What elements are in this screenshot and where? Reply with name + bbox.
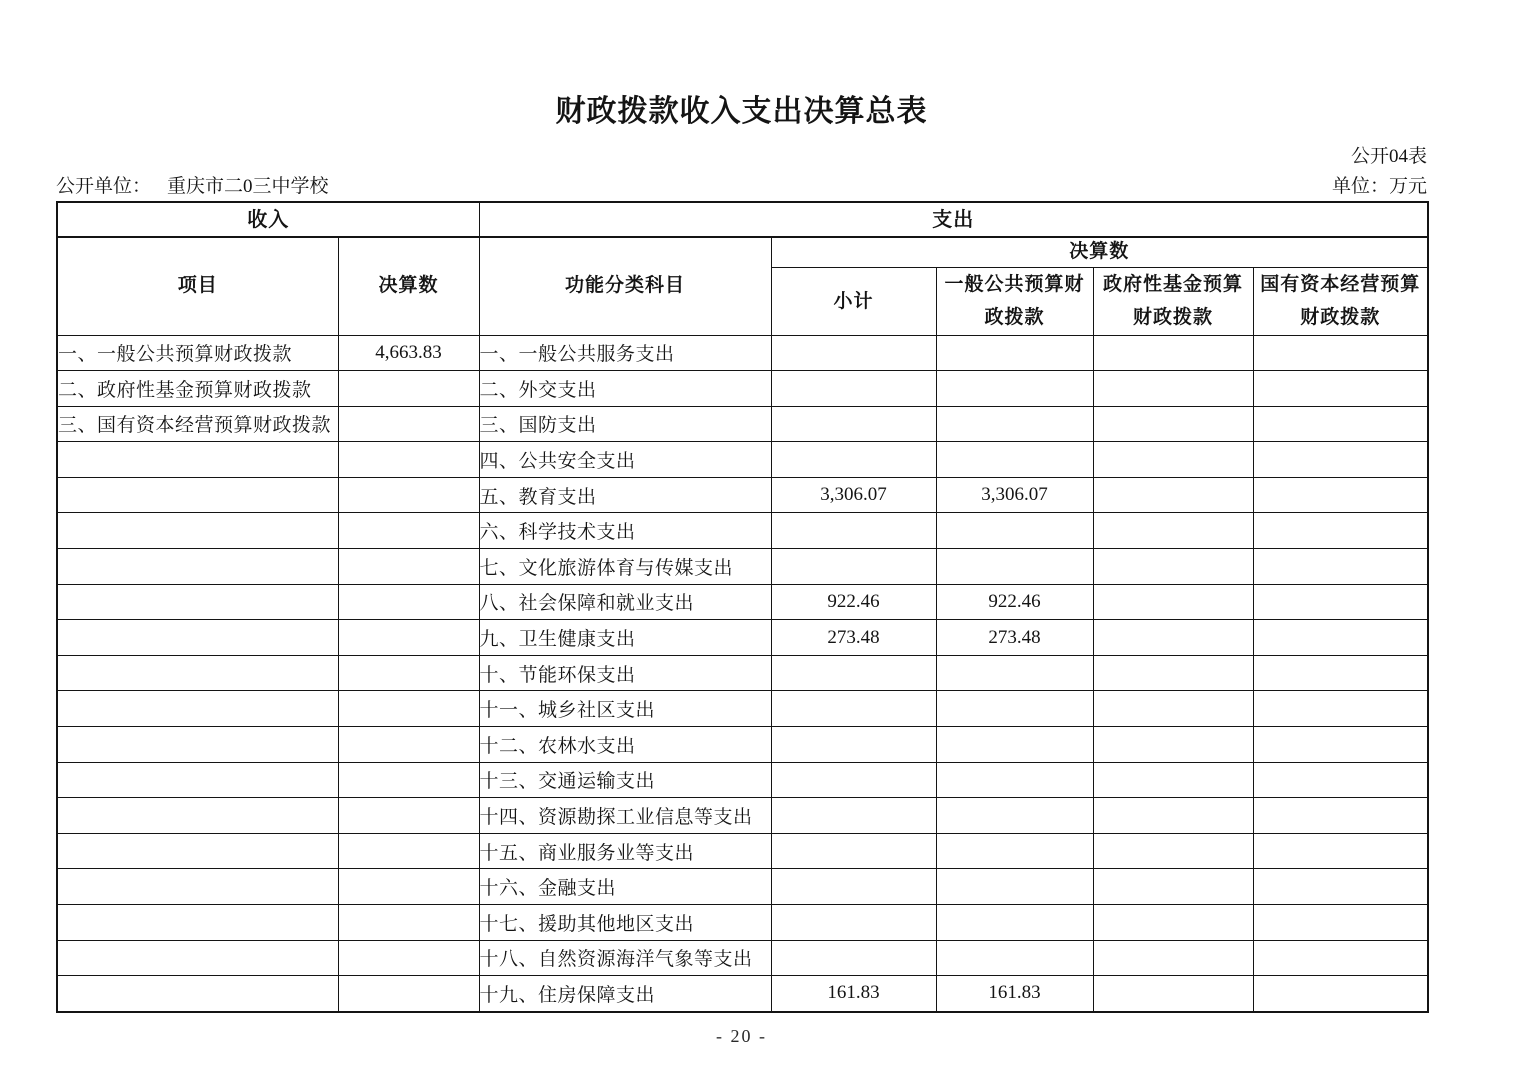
expense-general-budget-cell <box>936 798 1093 834</box>
page-number: - 20 - <box>716 1026 767 1046</box>
income-item-cell <box>57 905 338 941</box>
income-item-cell <box>57 655 338 691</box>
expense-item-cell: 五、教育支出 <box>479 477 771 513</box>
expense-state-capital-cell <box>1253 762 1428 798</box>
expense-gov-fund-cell <box>1093 869 1253 905</box>
expense-gov-fund-cell <box>1093 798 1253 834</box>
table-row <box>57 798 1428 834</box>
income-item-cell <box>57 727 338 763</box>
expense-general-budget-cell <box>936 940 1093 976</box>
header-expense-section: 支出 <box>479 202 1428 237</box>
income-item-cell <box>57 869 338 905</box>
income-item-cell <box>57 976 338 1012</box>
expense-gov-fund-cell <box>1093 905 1253 941</box>
expense-state-capital-cell <box>1253 655 1428 691</box>
header-gov-fund-budget: 政府性基金预算财政拨款 <box>1093 268 1253 336</box>
meta-row <box>56 171 1427 198</box>
table-row <box>57 371 1428 407</box>
table-row <box>57 655 1428 691</box>
expense-general-budget-cell <box>936 406 1093 442</box>
income-item-cell: 二、政府性基金预算财政拨款 <box>57 371 338 407</box>
expense-item-cell: 十五、商业服务业等支出 <box>479 833 771 869</box>
table-row <box>57 549 1428 585</box>
expense-item-cell: 十六、金融支出 <box>479 869 771 905</box>
table-row <box>57 869 1428 905</box>
expense-subtotal-cell: 922.46 <box>771 584 936 620</box>
expense-item-cell: 十二、农林水支出 <box>479 727 771 763</box>
table-row <box>57 442 1428 478</box>
income-item-cell <box>57 833 338 869</box>
expense-general-budget-cell <box>936 442 1093 478</box>
expense-subtotal-cell <box>771 691 936 727</box>
expense-state-capital-cell <box>1253 869 1428 905</box>
income-value-cell <box>338 442 479 478</box>
expense-subtotal-cell <box>771 406 936 442</box>
expense-subtotal-cell <box>771 371 936 407</box>
header-item: 项目 <box>57 237 338 335</box>
table-row <box>57 905 1428 941</box>
publisher-name: 重庆市二0三中学校 <box>167 176 329 197</box>
income-item-cell <box>57 513 338 549</box>
income-value-cell <box>338 620 479 656</box>
expense-general-budget-cell <box>936 762 1093 798</box>
income-value-cell <box>338 584 479 620</box>
expense-gov-fund-cell <box>1093 940 1253 976</box>
income-value-cell <box>338 513 479 549</box>
income-item-cell <box>57 477 338 513</box>
header-row-groups <box>57 237 1428 268</box>
expense-item-cell: 十、节能环保支出 <box>479 655 771 691</box>
expense-state-capital-cell <box>1253 584 1428 620</box>
header-functional-category: 功能分类科目 <box>479 237 771 335</box>
expense-general-budget-cell <box>936 691 1093 727</box>
expense-gov-fund-cell <box>1093 727 1253 763</box>
income-value-cell: 4,663.83 <box>338 335 479 371</box>
expense-item-cell: 十八、自然资源海洋气象等支出 <box>479 940 771 976</box>
header-state-capital-budget: 国有资本经营预算财政拨款 <box>1253 268 1428 336</box>
expense-state-capital-cell <box>1253 335 1428 371</box>
expense-general-budget-cell: 273.48 <box>936 620 1093 656</box>
income-value-cell <box>338 905 479 941</box>
expense-gov-fund-cell <box>1093 549 1253 585</box>
expense-subtotal-cell <box>771 727 936 763</box>
income-item-cell <box>57 940 338 976</box>
expense-subtotal-cell <box>771 513 936 549</box>
page-title: 财政拨款收入支出决算总表 <box>555 95 928 128</box>
expense-state-capital-cell <box>1253 406 1428 442</box>
income-value-cell <box>338 655 479 691</box>
expense-gov-fund-cell <box>1093 976 1253 1012</box>
expense-general-budget-cell <box>936 727 1093 763</box>
expense-gov-fund-cell <box>1093 691 1253 727</box>
income-value-cell <box>338 371 479 407</box>
header-income-section: 收入 <box>57 202 479 237</box>
expense-item-cell: 七、文化旅游体育与传媒支出 <box>479 549 771 585</box>
expense-general-budget-cell <box>936 371 1093 407</box>
expense-state-capital-cell <box>1253 477 1428 513</box>
expense-state-capital-cell <box>1253 513 1428 549</box>
expense-gov-fund-cell <box>1093 620 1253 656</box>
table-body <box>57 335 1428 1012</box>
table-row <box>57 406 1428 442</box>
expense-subtotal-cell <box>771 833 936 869</box>
income-item-cell: 一、一般公共预算财政拨款 <box>57 335 338 371</box>
income-item-cell <box>57 691 338 727</box>
income-value-cell <box>338 727 479 763</box>
table-row <box>57 584 1428 620</box>
header-general-public-budget: 一般公共预算财政拨款 <box>936 268 1093 336</box>
expense-state-capital-cell <box>1253 940 1428 976</box>
income-value-cell <box>338 762 479 798</box>
income-value-cell <box>338 940 479 976</box>
expense-gov-fund-cell <box>1093 406 1253 442</box>
table-number-label: 公开04表 <box>1350 146 1427 167</box>
expense-general-budget-cell <box>936 335 1093 371</box>
table-row <box>57 477 1428 513</box>
expense-state-capital-cell <box>1253 691 1428 727</box>
header-subtotal: 小计 <box>771 268 936 336</box>
header-income-final: 决算数 <box>338 237 479 335</box>
expense-item-cell: 十七、援助其他地区支出 <box>479 905 771 941</box>
expense-item-cell: 十三、交通运输支出 <box>479 762 771 798</box>
expense-gov-fund-cell <box>1093 442 1253 478</box>
income-item-cell <box>57 620 338 656</box>
table-row <box>57 976 1428 1012</box>
header-expense-final: 决算数 <box>771 237 1428 268</box>
expense-item-cell: 八、社会保障和就业支出 <box>479 584 771 620</box>
header-row-sections <box>57 202 1428 237</box>
expense-item-cell: 十九、住房保障支出 <box>479 976 771 1012</box>
expense-gov-fund-cell <box>1093 655 1253 691</box>
expense-item-cell: 二、外交支出 <box>479 371 771 407</box>
expense-state-capital-cell <box>1253 976 1428 1012</box>
expense-gov-fund-cell <box>1093 833 1253 869</box>
income-item-cell: 三、国有资本经营预算财政拨款 <box>57 406 338 442</box>
expense-general-budget-cell <box>936 833 1093 869</box>
table-row <box>57 833 1428 869</box>
expense-gov-fund-cell <box>1093 762 1253 798</box>
income-value-cell <box>338 549 479 585</box>
income-item-cell <box>57 549 338 585</box>
expense-subtotal-cell <box>771 869 936 905</box>
currency-unit-note: 单位：万元 <box>1331 176 1427 197</box>
expense-state-capital-cell <box>1253 549 1428 585</box>
income-value-cell <box>338 691 479 727</box>
table-row <box>57 335 1428 371</box>
expense-gov-fund-cell <box>1093 371 1253 407</box>
expense-subtotal-cell: 3,306.07 <box>771 477 936 513</box>
income-item-cell <box>57 762 338 798</box>
expense-gov-fund-cell <box>1093 477 1253 513</box>
table-row <box>57 620 1428 656</box>
expense-general-budget-cell <box>936 905 1093 941</box>
expense-state-capital-cell <box>1253 798 1428 834</box>
income-item-cell <box>57 442 338 478</box>
expense-general-budget-cell <box>936 655 1093 691</box>
table-row <box>57 940 1428 976</box>
expense-subtotal-cell <box>771 655 936 691</box>
expense-state-capital-cell <box>1253 727 1428 763</box>
expense-general-budget-cell <box>936 549 1093 585</box>
expense-general-budget-cell <box>936 513 1093 549</box>
expense-general-budget-cell: 922.46 <box>936 584 1093 620</box>
expense-item-cell: 四、公共安全支出 <box>479 442 771 478</box>
publisher-label: 公开单位： <box>56 176 152 197</box>
income-value-cell <box>338 976 479 1012</box>
expense-item-cell: 九、卫生健康支出 <box>479 620 771 656</box>
expense-item-cell: 十四、资源勘探工业信息等支出 <box>479 798 771 834</box>
table-row <box>57 691 1428 727</box>
expense-subtotal-cell <box>771 335 936 371</box>
income-value-cell <box>338 477 479 513</box>
income-item-cell <box>57 798 338 834</box>
table-row <box>57 762 1428 798</box>
income-item-cell <box>57 584 338 620</box>
expense-state-capital-cell <box>1253 833 1428 869</box>
expense-state-capital-cell <box>1253 905 1428 941</box>
expense-state-capital-cell <box>1253 371 1428 407</box>
expense-item-cell: 三、国防支出 <box>479 406 771 442</box>
expense-subtotal-cell: 273.48 <box>771 620 936 656</box>
income-value-cell <box>338 869 479 905</box>
expense-subtotal-cell <box>771 549 936 585</box>
fiscal-summary-table <box>56 201 1429 1013</box>
expense-general-budget-cell: 161.83 <box>936 976 1093 1012</box>
expense-subtotal-cell <box>771 442 936 478</box>
publisher-line <box>56 171 329 198</box>
expense-gov-fund-cell <box>1093 513 1253 549</box>
expense-gov-fund-cell <box>1093 335 1253 371</box>
expense-subtotal-cell <box>771 762 936 798</box>
expense-item-cell: 六、科学技术支出 <box>479 513 771 549</box>
income-value-cell <box>338 798 479 834</box>
table-row <box>57 513 1428 549</box>
table-row <box>57 727 1428 763</box>
income-value-cell <box>338 406 479 442</box>
expense-subtotal-cell: 161.83 <box>771 976 936 1012</box>
expense-item-cell: 十一、城乡社区支出 <box>479 691 771 727</box>
expense-subtotal-cell <box>771 940 936 976</box>
expense-subtotal-cell <box>771 798 936 834</box>
expense-state-capital-cell <box>1253 442 1428 478</box>
expense-gov-fund-cell <box>1093 584 1253 620</box>
expense-subtotal-cell <box>771 905 936 941</box>
expense-state-capital-cell <box>1253 620 1428 656</box>
income-value-cell <box>338 833 479 869</box>
expense-general-budget-cell <box>936 869 1093 905</box>
expense-general-budget-cell: 3,306.07 <box>936 477 1093 513</box>
expense-item-cell: 一、一般公共服务支出 <box>479 335 771 371</box>
